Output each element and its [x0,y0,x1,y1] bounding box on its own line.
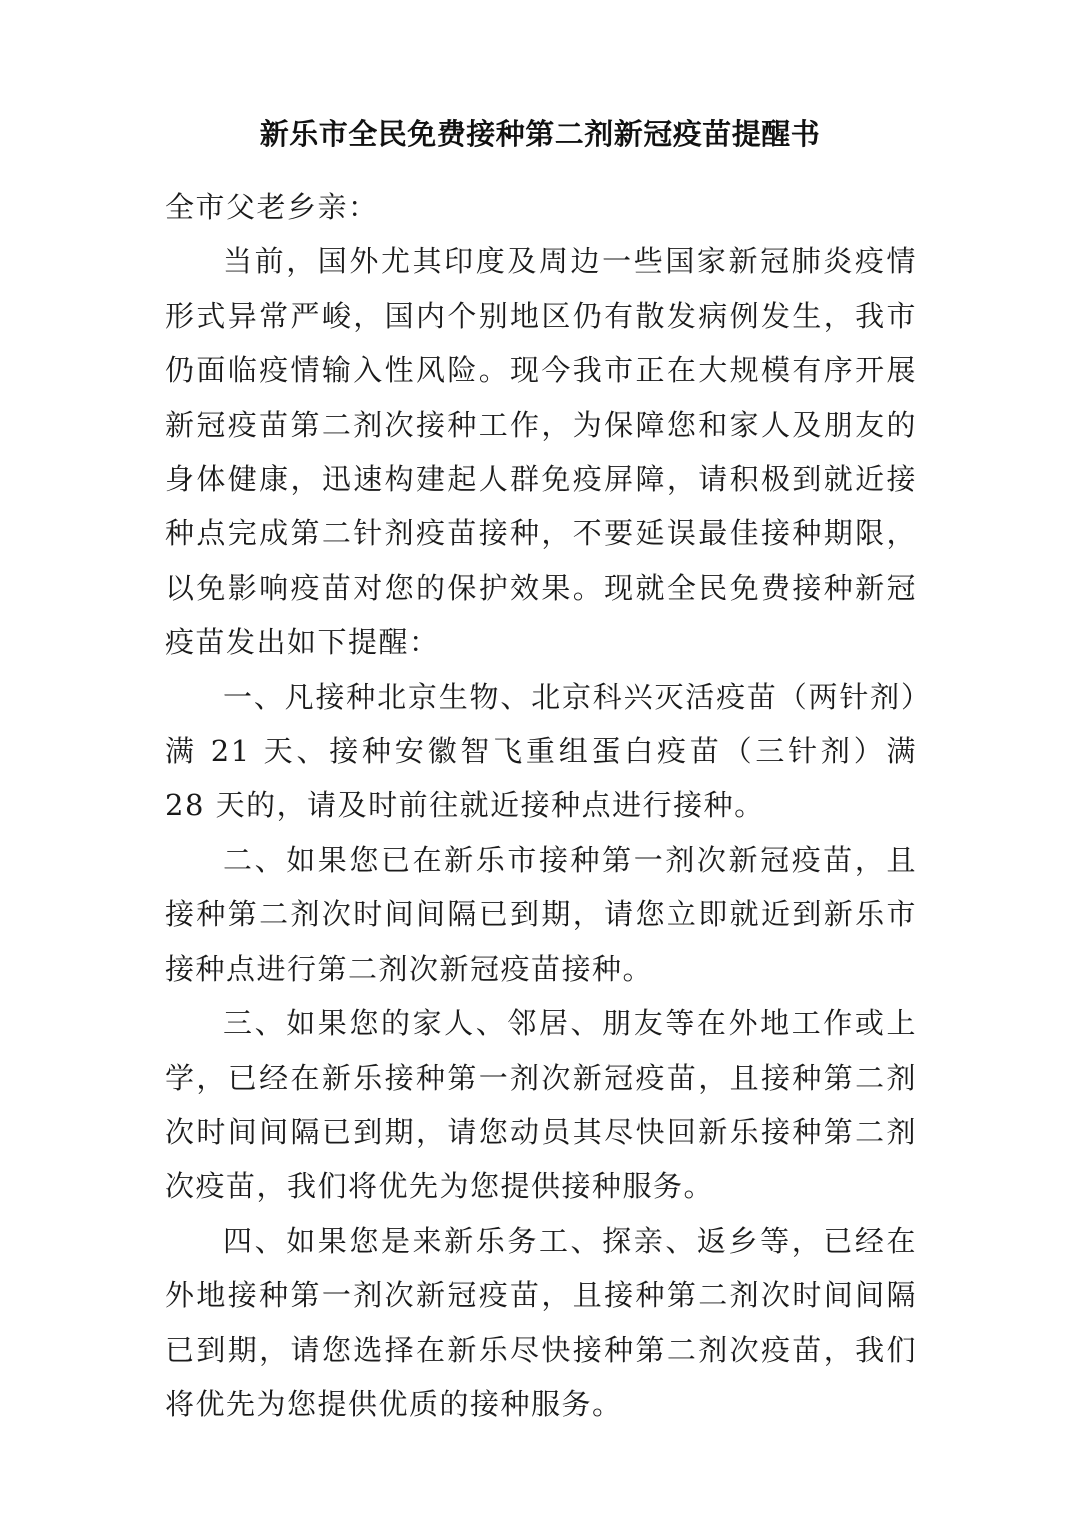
paragraph-item-1: 一、凡接种北京生物、北京科兴灭活疫苗（两针剂）满 21 天、接种安徽智飞重组蛋白疫苗（三针剂）满 28 天的，请及时前往就近接种点进行接种。 [165,679,917,823]
paragraph-item-2: 二、如果您已在新乐市接种第一剂次新冠疫苗，且接种第二剂次时间间隔已到期，请您立即就近到新乐市接种点进行第二剂次新冠疫苗接种。 [165,842,917,986]
document-title: 新乐市全民免费接种第二剂新冠疫苗提醒书 [259,117,821,151]
paragraph-item-3: 三、如果您的家人、邻居、朋友等在外地工作或上学，已经在新乐接种第一剂次新冠疫苗，且接种第二剂次时间间隔已到期，请您动员其尽快回新乐接种第二剂次疫苗，我们将优先为您提供接种服务。 [165,1006,917,1204]
salutation: 全市父老乡亲： [165,190,379,224]
paragraph-intro: 当前，国外尤其印度及周边一些国家新冠肺炎疫情形式异常严峻，国内个别地区仍有散发病例发生，我市仍面临疫情输入性风险。现今我市正在大规模有序开展新冠疫苗第二剂次接种工作，为保障您和家人及朋友的身体健康，迅速构建起人群免疫屏障，请积极到就近接种点完成第二针剂疫苗接种，不要延误最佳接种期限，以免影响疫苗对您的保护效果。现就全民免费接种新冠疫苗发出如下提醒： [165,244,917,660]
paragraph-item-4: 四、如果您是来新乐务工、探亲、返乡等，已经在外地接种第一剂次新冠疫苗，且接种第二剂次时间间隔已到期，请您选择在新乐尽快接种第二剂次疫苗，我们将优先为您提供优质的接种服务。 [165,1223,917,1421]
document-body [165,180,917,1431]
